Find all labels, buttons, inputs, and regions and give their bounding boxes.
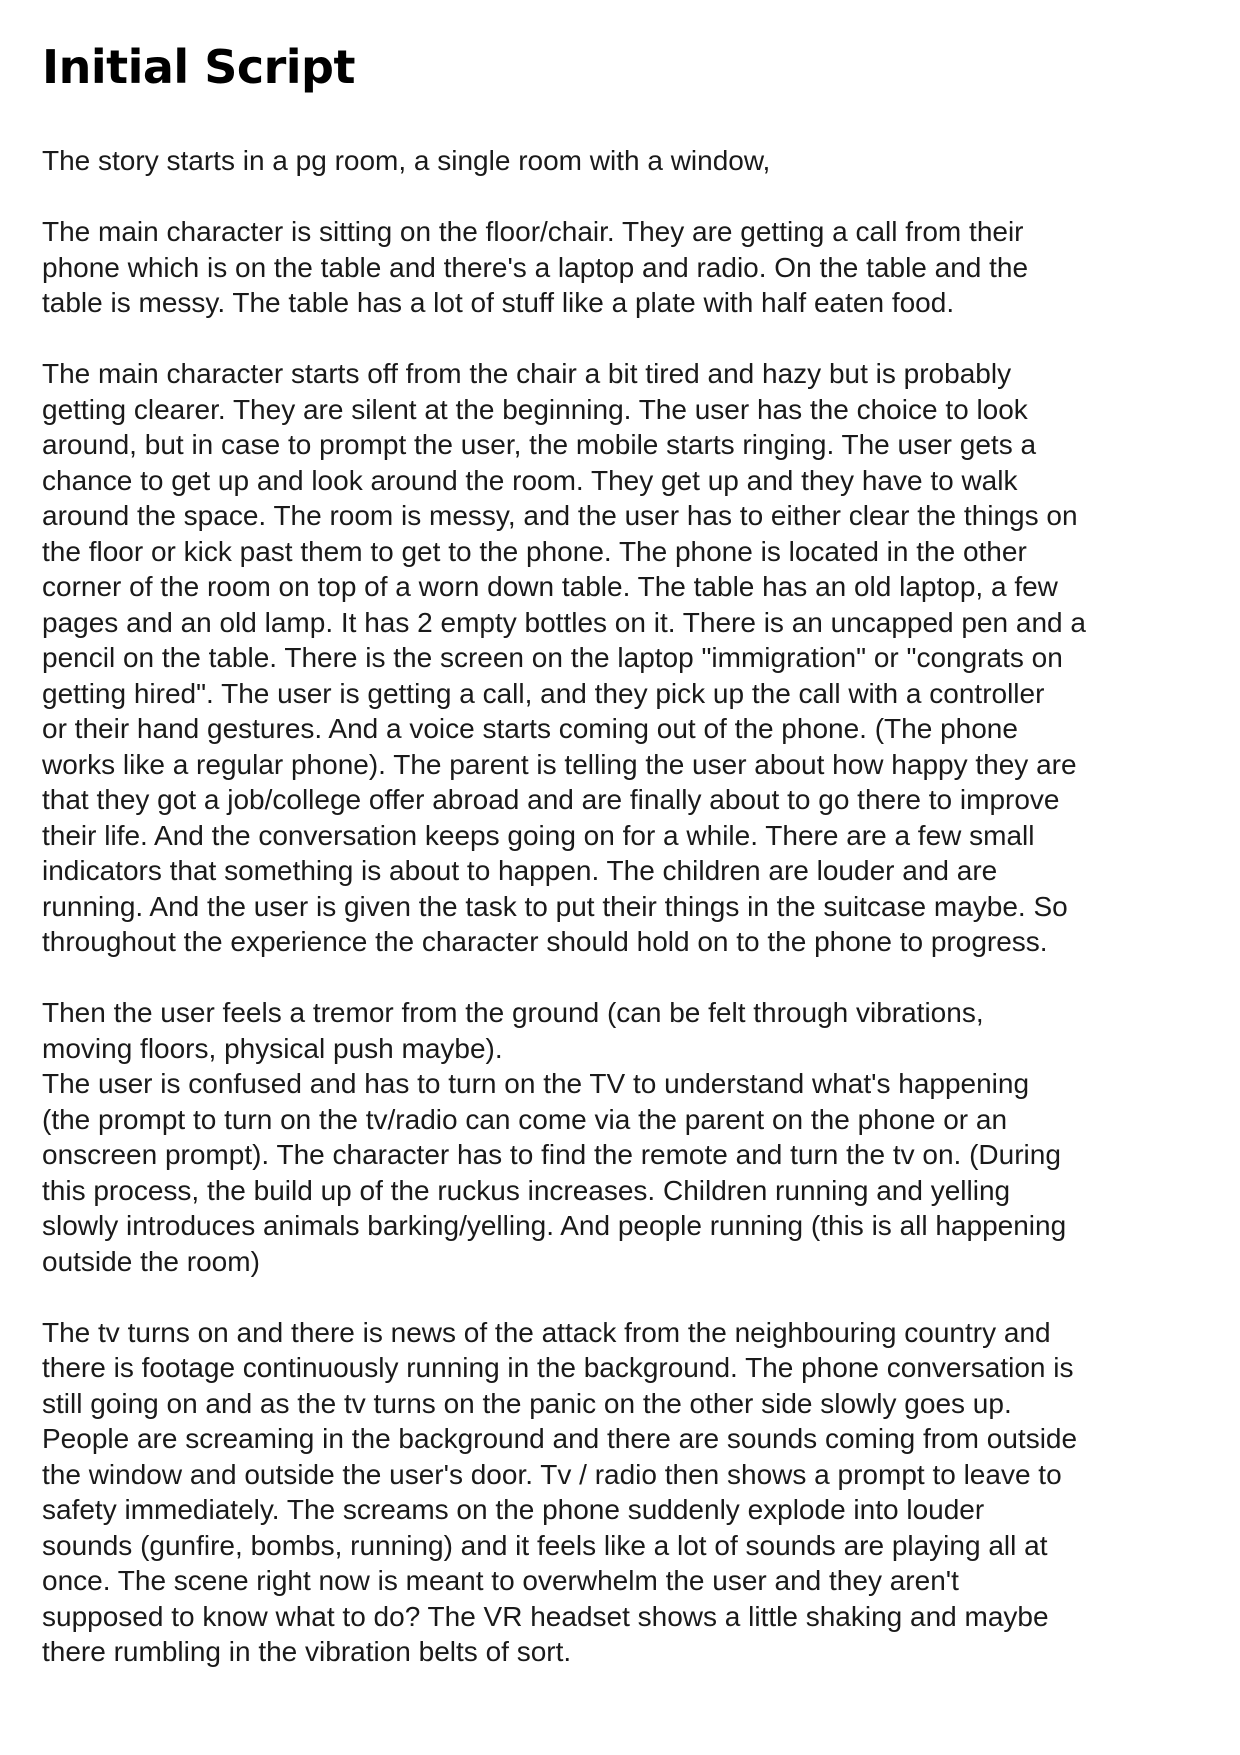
document-page [42,40,1212,1705]
document-title: Initial Script [42,40,355,94]
paragraph-setting: The story starts in a pg room, a single room with a window, [42,145,771,177]
paragraph-news-attack: The tv turns on and there is news of the attack from the neighbouring country and there is footage continuously running in the background. The phone conversation is still going on and as the tv turns on the panic on the other side slowly goes up. People are screaming in the background and there are sounds coming from outside the window and outside the user's door. Tv / radio then shows a prompt to leave to safety immediately. The screams on the phone suddenly explode into louder sounds (gunfire, bombs, running) and it feels like a lot of sounds are playing all at once. The scene right now is meant to overwhelm the user and they aren't supposed to know what to do? The VR headset shows a little shaking and maybe there rumbling in the vibration belts of sort. [42,1316,1078,1668]
paragraph-tremor: Then the user feels a tremor from the ground (can be felt through vibrations, moving floors, physical push maybe). [42,997,984,1064]
paragraph-tv-prompt: The user is confused and has to turn on the TV to understand what's happening (the prompt to turn on the tv/radio can come via the parent on the phone or an onscreen prompt). The character has to find the remote and turn the tv on. (During this process, the build up of the ruckus increases. Children running and yelling slowly introduces animals barking/yelling. And people running (this is all happening outside the room) [42,1068,1067,1277]
paragraph-main-character: The main character is sitting on the floor/chair. They are getting a call from their phone which is on the table and there's a laptop and radio. On the table and the table is messy. The table has a lot of stuff like a plate with half eaten food. [42,216,1029,319]
paragraph-phone-call: The main character starts off from the chair a bit tired and hazy but is probably getting clearer. They are silent at the beginning. The user has the choice to look around, but in case to prompt the user, the mobile starts ringing. The user gets a chance to get up and look around the room. They get up and they have to walk around the space. The room is messy, and the user has to either clear the things on the floor or kick past them to get to the phone. The phone is located in the other corner of the room on top of a worn down table. The table has an old laptop, a few pages and an old lamp. It has 2 empty bottles on it. There is an uncapped pen and a pencil on the table. There is the screen on the laptop "immigration" or "congrats on getting hired". The user is getting a call, and they pick up the call with a controller or their hand gestures. And a voice starts coming out of the phone. (The phone works like a regular phone). The parent is telling the user about how happy they are that they got a job/college offer abroad and are finally about to go there to improve their life. And the conversation keeps going on for a while. There are a few small indicators that something is about to happen. The children are louder and are running. And the user is given the task to put their things in the suitcase maybe. So throughout the experience the character should hold on to the phone to progress. [42,358,1086,958]
